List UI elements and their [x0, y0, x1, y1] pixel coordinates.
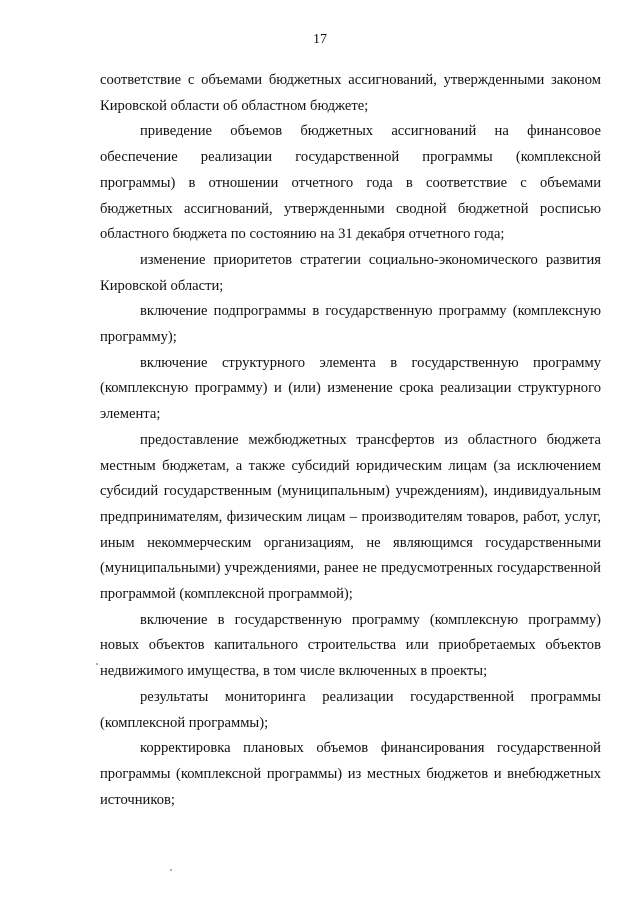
paragraph-1: соответствие с объемами бюджетных ассигнований, утвержденными законом Кировской области об областном бюджете;	[100, 72, 601, 114]
paragraph-3: изменение приоритетов стратегии социально-экономического развития Кировской области;	[100, 251, 601, 294]
paragraph-5: включение структурного элемента в государственную программу (комплексную программу) и (или) изменение срока реализации структурного элемента;	[100, 354, 601, 423]
paragraph-6: предоставление межбюджетных трансфертов из областного бюджета местным бюджетам, а также субсидий юридическим лицам (за исключением субсидий государственным (муниципальным) учреждениям), индивидуальным предпринимателям, физическим лицам – производителям товаров, работ, услуг, иным некоммерческим организациям, не являющимся государственными (муниципальными) учреждениями, ранее не предусмотренных государственной программой (комплексной программой);	[100, 431, 601, 603]
paragraph-4: включение подпрограммы в государственную программу (комплексную программу);	[100, 303, 601, 346]
paragraph-8: результаты мониторинга реализации государственной программы (комплексной программы);	[100, 688, 601, 731]
scan-speck	[170, 869, 172, 871]
paragraph-2: приведение объемов бюджетных ассигнований на финансовое обеспечение реализации государственной программы (комплексной программы) в отношении отчетного года в соответствие с объемами бюджетных ассигнований, утвержденными сводной бюджетной росписью областного бюджета по состоянию на 31 декабря отчетного года;	[100, 123, 601, 243]
paragraph-9: корректировка плановых объемов финансирования государственной программы (комплексной программы) из местных бюджетов и внебюджетных источников;	[100, 740, 601, 808]
page-number: 17	[313, 32, 327, 47]
paragraph-7: включение в государственную программу (комплексную программу) новых объектов капитального строительства или приобретаемых объектов недвижимого имущества, в том числе включенных в проекты;	[100, 611, 601, 680]
scan-speck	[96, 663, 98, 665]
document-body	[100, 68, 601, 813]
